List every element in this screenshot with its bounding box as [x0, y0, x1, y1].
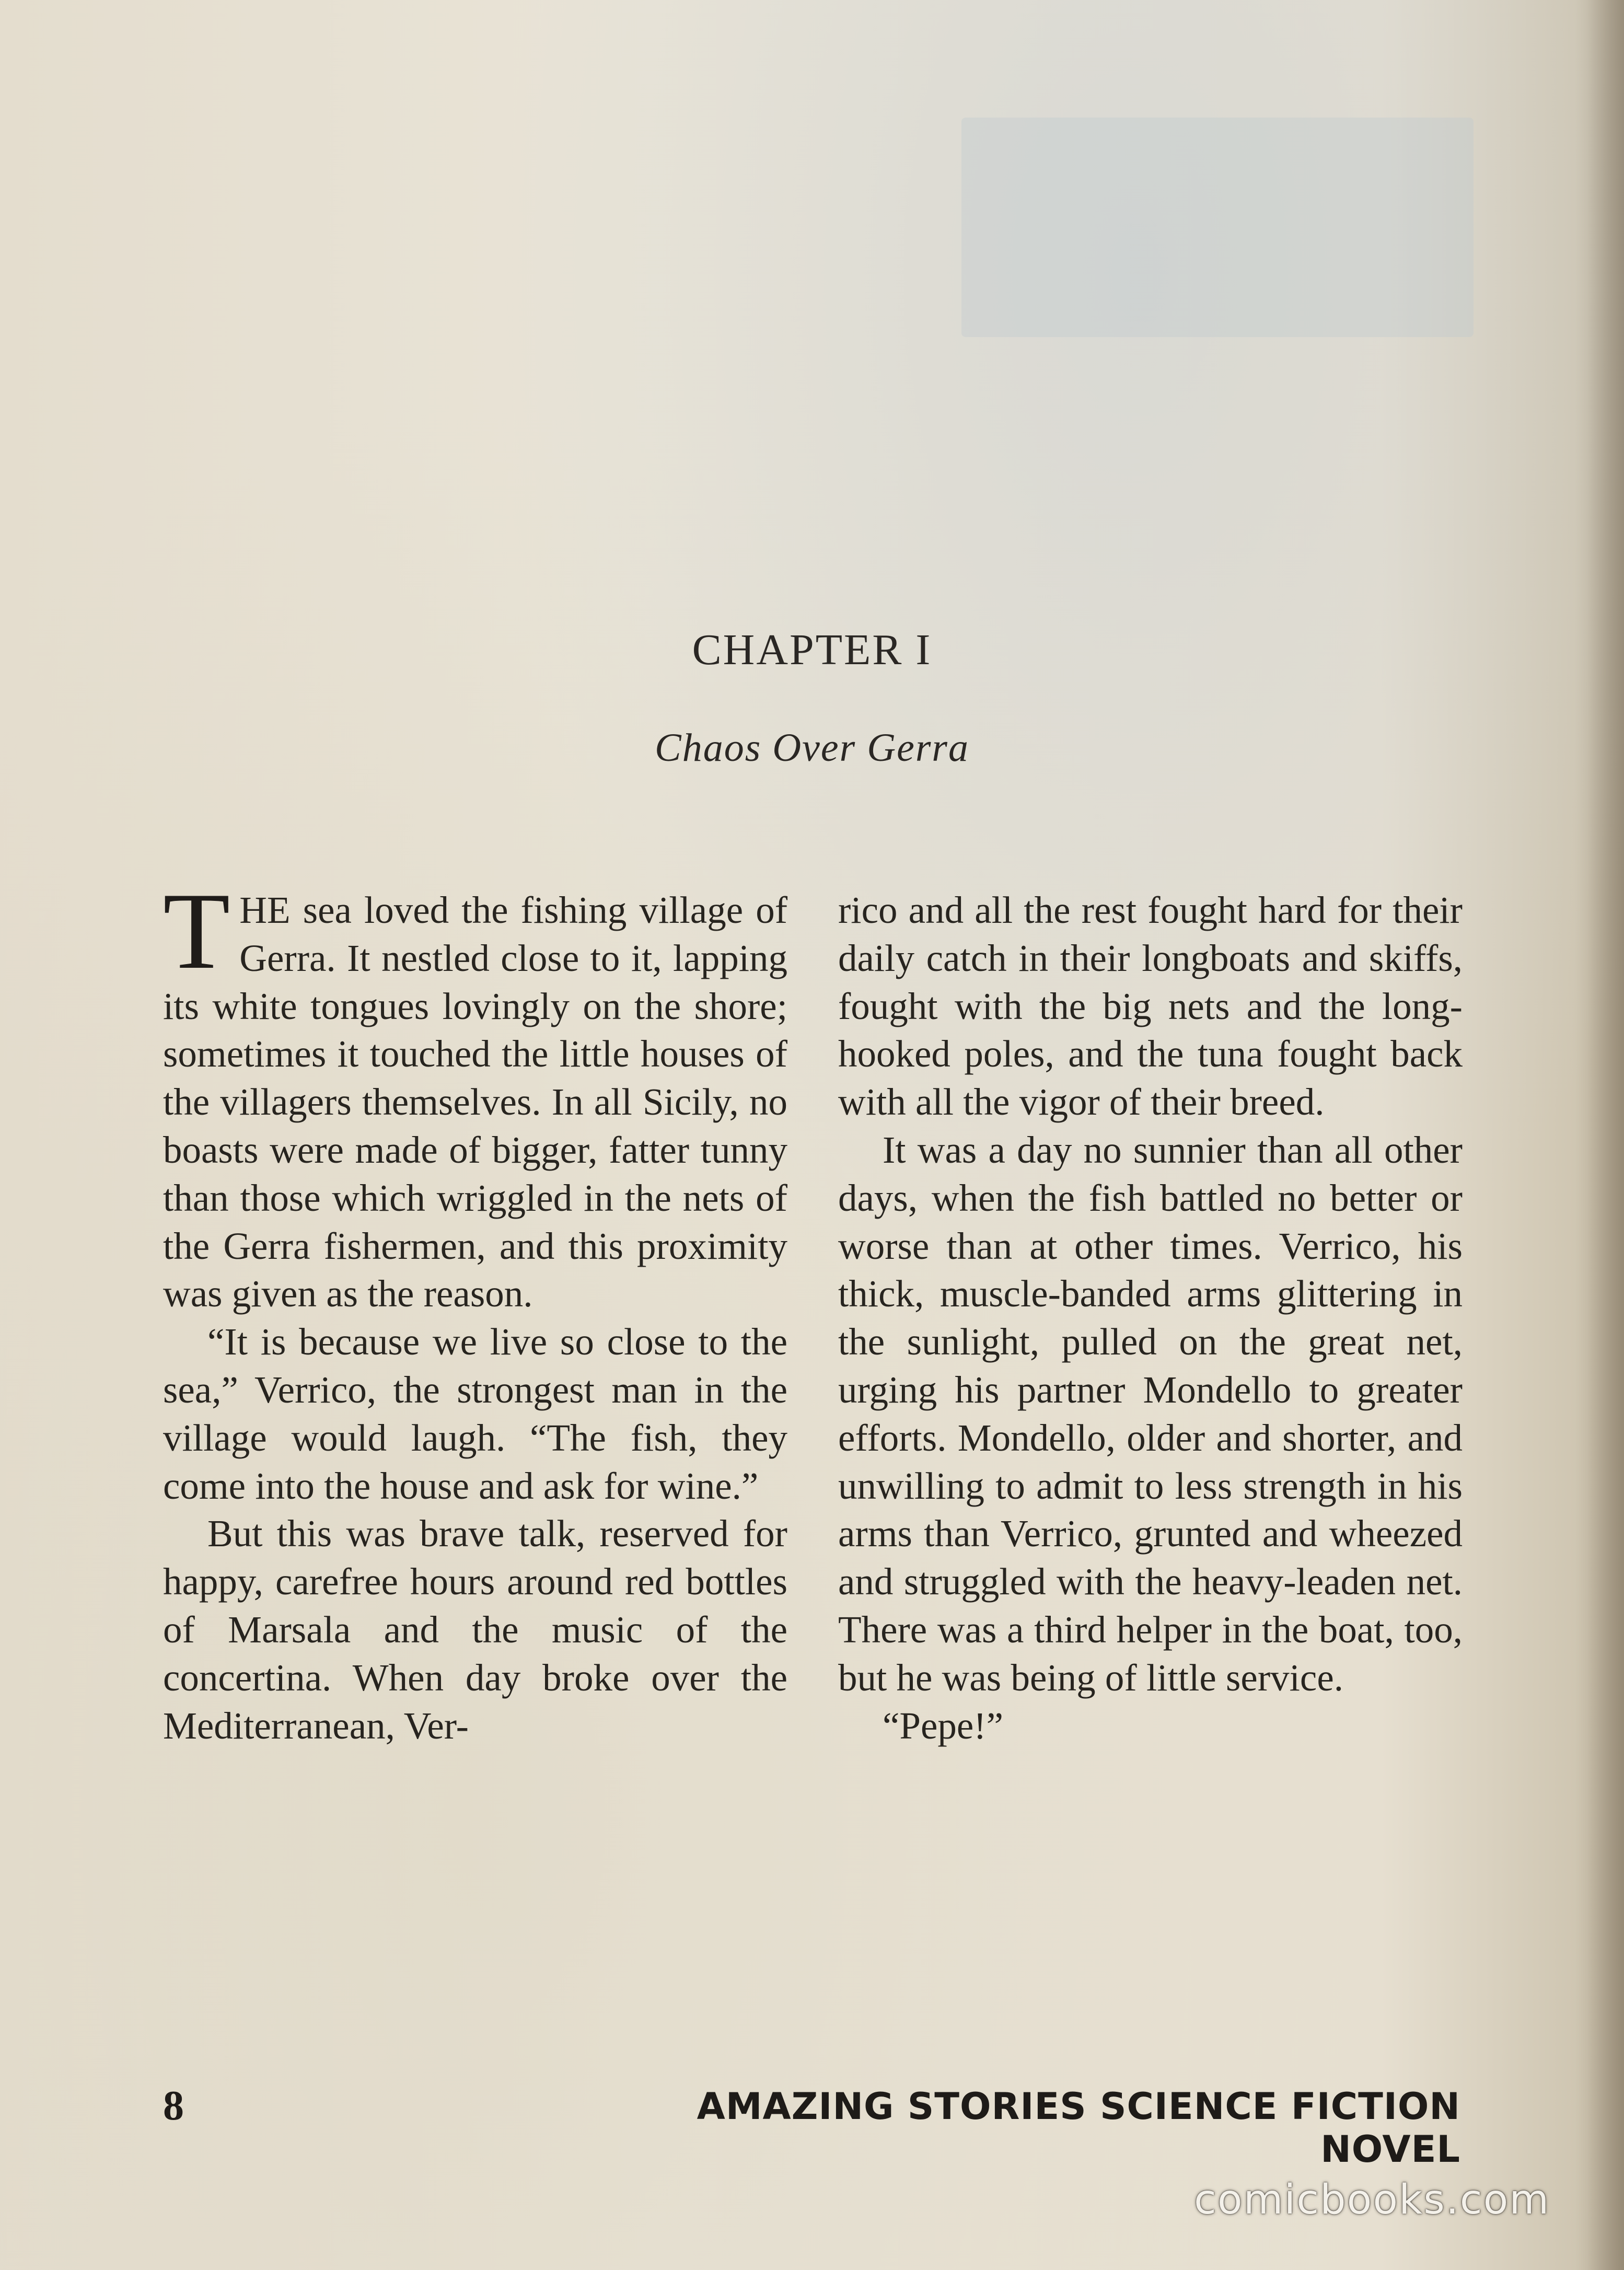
paragraph: “Pepe!” — [883, 1704, 1004, 1747]
text-column-right — [838, 886, 1463, 1750]
paragraph: It was a day no sunnier than all other days, when the fish battled no better or worse than at other times. Verrico, his thick, muscle-banded arms glittering in the sunlight, pulled on the great net, urging his partner Mondello to greater efforts. Mondello, older and shorter, and unwilling to admit to less strength in his arms than Verrico, grunted and wheezed and struggled with the heavy-leaden net. There was a third helper in the boat, too, but he was being of little service. — [838, 1128, 1463, 1699]
bleed-through-stain — [961, 118, 1474, 337]
text-column-left — [163, 871, 787, 1750]
running-footer: AMAZING STORIES SCIENCE FICTION NOVEL — [697, 2085, 1460, 2171]
paragraph: “It is because we live so close to the sea,” Verrico, the strongest man in the village would laugh. “The fish, they come into the house and ask for wine.” — [163, 1321, 787, 1507]
paragraph-text: HE sea loved the fishing village of Gerra. It nestled close to it, lapping its white tongues lovingly on the shore; sometimes it touched the little houses of the villagers themselves. In all Sicily, no boasts were made of bigger, fatter tunny than those which wriggled in the nets of the Gerra fishermen, and this proximity was given as the reason. — [163, 889, 787, 1315]
paragraph: But this was brave talk, reserved for happy, carefree hours around red bottles of Marsala and the music of the concertina. When day broke over the Mediterranean, Ver- — [163, 1512, 787, 1747]
paragraph: rico and all the rest fought hard for their daily catch in their longboats and skiffs, fought with the big nets and the long-hooked poles, and the tuna fought back with all the vigor of their breed. — [838, 889, 1463, 1124]
page-number: 8 — [163, 2083, 184, 2129]
watermark: comicbooks.com — [1194, 2176, 1550, 2223]
paragraph — [163, 871, 787, 1318]
page-edge-shadow — [1587, 0, 1624, 2270]
drop-cap: T — [163, 871, 230, 992]
chapter-title: CHAPTER I — [692, 626, 932, 674]
chapter-subtitle: Chaos Over Gerra — [655, 726, 969, 770]
